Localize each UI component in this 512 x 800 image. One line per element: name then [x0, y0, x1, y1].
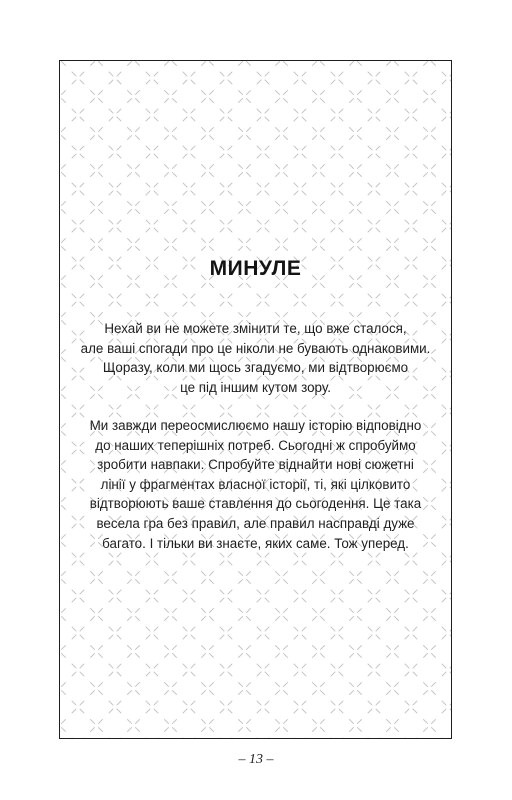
paragraph-line: Нехай ви не можете змінити те, що вже сталося,: [104, 321, 407, 336]
paragraph-line: весела гра без правил, але правил насправді дуже: [96, 515, 415, 531]
paragraph-line: лінії у фрагментах власної історії, ті, які цілковито: [100, 476, 411, 492]
page-number: – 13 –: [238, 752, 274, 767]
paragraph-line: багато. І тільки ви знаєте, яких саме. Тож уперед.: [102, 535, 409, 551]
page-frame: [59, 60, 452, 739]
paragraph-line: відтворюють ваше ставлення до сьогодення. Це така: [89, 496, 422, 512]
paragraph-1: [66, 319, 445, 397]
paragraph-line: це під іншим кутом зору.: [180, 379, 331, 395]
paragraph-2: [66, 416, 445, 553]
paragraph-line: до наших теперішніх потреб. Сьогодні ж спробуймо: [95, 437, 416, 453]
paragraph-line: зробити навпаки. Спробуйте віднайти нові сюжетні: [97, 457, 414, 473]
page-content: [60, 61, 451, 738]
paragraph-line: Щоразу, коли ми щось згадуємо, ми відтворюємо: [102, 360, 409, 376]
page-title: МИНУЛЕ: [209, 257, 302, 280]
paragraph-line: Ми завжди переосмислюємо нашу історію відповідно: [89, 418, 422, 433]
paragraph-line: але ваші спогади про це ніколи не бувають однаковими.: [80, 340, 431, 356]
